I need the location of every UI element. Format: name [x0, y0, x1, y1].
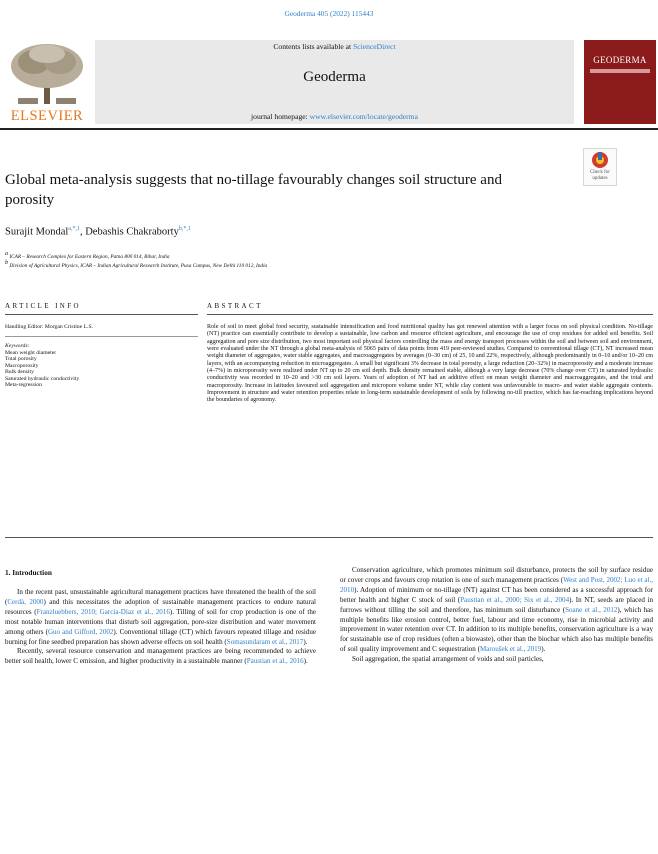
text-run: ). Conventional tillage (CT) which favours repeated tillage and residue burning for fine seedbed preparation has shown adverse effects on soil health (: [5, 627, 316, 646]
right-column: [340, 566, 653, 665]
text-run: ). In NT, seeds are placed in furrows without tilling the soil and therefore, has minimum soil disturbance (: [340, 595, 653, 614]
affiliation-text: ICAR – Research Complex for Eastern Region, Patna 800 014, Bihar, India: [9, 253, 170, 260]
homepage-prefix: journal homepage:: [251, 112, 310, 121]
cover-title: GEODERMA: [593, 55, 647, 65]
contents-prefix: Contents lists available at: [273, 42, 354, 51]
text-run: ).: [303, 657, 308, 666]
author-list: [5, 226, 191, 238]
text-run: ) and this necessitates the adoption of sustainable management practices to endure natural resources (: [5, 597, 316, 616]
citation-link[interactable]: Guo and Gifford, 2002: [47, 627, 114, 636]
citation-link[interactable]: Somasundaram et al., 2017: [226, 637, 304, 646]
text-run: ).: [303, 637, 308, 646]
sciencedirect-link[interactable]: ScienceDirect: [353, 42, 396, 51]
journal-name: Geoderma: [303, 69, 366, 85]
journal-homepage-line: [95, 112, 574, 121]
citation-link[interactable]: Cerdà, 2000: [7, 597, 44, 606]
contents-available-line: [95, 42, 574, 51]
journal-cover-image[interactable]: [584, 40, 656, 124]
author-name[interactable]: Surajit Mondal: [5, 226, 69, 238]
affiliation-a: [5, 251, 170, 260]
elsevier-logo: [4, 40, 90, 124]
keyword-item: Meta-regression: [5, 382, 42, 388]
check-for-updates-label: Check for updates: [590, 170, 610, 181]
keyword-item: Mean weight diameter: [5, 349, 57, 356]
author-name[interactable]: Debashis Chakraborty: [85, 226, 179, 238]
paragraph: Soil aggregation, the spatial arrangement of voids and soil particles,: [352, 655, 544, 664]
citation-link[interactable]: West and Post, 2002; Luo et al., 2010: [340, 575, 653, 594]
keyword-item: Bulk density: [5, 369, 34, 375]
keywords-label: Keywords:: [5, 343, 30, 349]
author-separator: ,: [79, 226, 86, 238]
abstract-divider: [207, 314, 653, 315]
citation-link[interactable]: Soane et al., 2012: [565, 605, 618, 614]
front-matter-divider: [5, 537, 653, 538]
abstract-heading: ABSTRACT: [207, 302, 263, 310]
affiliation-b: [5, 260, 267, 269]
citation-link[interactable]: Maroušek et al., 2019: [479, 645, 542, 654]
handling-editor: Handling Editor: Morgan Cristine L.S.: [5, 324, 94, 330]
masthead-divider: [0, 128, 658, 130]
info-divider: [5, 314, 198, 315]
text-run: ).: [541, 645, 546, 654]
journal-citation-link[interactable]: Geoderma 405 (2022) 115443: [284, 9, 374, 18]
article-title: Global meta-analysis suggests that no-tillage favourably changes soil structure and porosity: [5, 172, 502, 208]
citation-link[interactable]: Paustian et al., 2016: [246, 657, 304, 666]
affiliation-mark: b: [5, 260, 8, 266]
keyword-item: Total porosity: [5, 356, 37, 362]
citation-link[interactable]: Franzluebbers, 2010; García-Díaz et al., 2016: [36, 607, 170, 616]
paragraph: [5, 588, 316, 647]
editor-divider: [5, 336, 198, 337]
section-heading-introduction: 1. Introduction: [5, 568, 52, 577]
author-affiliation-mark[interactable]: a,*,1: [68, 226, 80, 232]
text-run: In the recent past, unsustainable agricultural management practices have threatened the health of the soil (: [5, 588, 316, 606]
text-run: Conservation agriculture, which promotes minimum soil disturbance, protects the soil by surface residue or cover crops and favours crop rotation is one of such management practices (: [340, 566, 653, 584]
abstract-text: Role of soil to meet global food security, sustainable intensification and food nutritional quality has got renewed attention with a larger focus on soil physical condition. No-tillage (NT) practice can essentially contribute to develop a sustainable, low carbon and resource efficient agriculture, and encourage the use of crop residues for added soil benefits. Soil aggregation and pore size distribution, two most important soil physical factors controlling the mass and energy transport processes within the soil and between soil and environment, were evaluated under the NT through a global meta-analysis of 5065 pairs of data points from 419 peer-reviewed studies. Compared to conventional tillage (CT), NT increased mean weight diameter of aggregates, water stable aggregates, and macroaggregates by averages (0–30 cm) of 25, 10 and 22%, respectively, although predominantly in 0–10 and/or 10–20 cm layers, with an accompanying reduction in microaggregates. A small but significant 3% decrease in total porosity, a large reduction (20–32%) in macroporosity and a moderate increase (4–7%) in microporosity were realized under NT up to 20 cm soil depth. Bulk density remained stable, although a very large decrease (70% change over CT) in saturated hydraulic conductivity was recorded in 10–20 and >30 cm soil layers. Years of adoption of NT had an additive effect on mean weight diameter and macroaggregates, and the total and macroporosity. Increase in latitudes favoured soil aggregation and micropore volume under NT, while clay content was unfavourable to macro- and water stable aggregate contents. Improvement in structure and water retention properties relate to long-term sustainable development of soils by following no-till practice, which has far-reaching implications beyond the boundaries of agronomy.: [207, 324, 653, 404]
cover-subtitle-bar: [590, 69, 650, 73]
keyword-item: Macroporosity: [5, 362, 39, 369]
citation-link[interactable]: Paustian et al., 2000; Six et al., 2004: [460, 595, 570, 604]
article-info-heading: ARTICLE INFO: [5, 302, 82, 310]
text-run: ). Adoption of minimum or no-tillage (NT) against CT has been considered as a successful approach for better health and higher C stock of soil (: [340, 585, 653, 604]
author-affiliation-mark[interactable]: b,*,1: [178, 226, 191, 232]
text-run: ). Tilling of soil for crop production is one of the most notable human interventions that disturb soil aggregation, pore-size distribution and water movement among others (: [5, 607, 317, 636]
publisher-wordmark: ELSEVIER: [10, 108, 84, 124]
keyword-item: Saturated hydraulic conductivity: [5, 375, 80, 382]
journal-homepage-link[interactable]: www.elsevier.com/locate/geoderma: [309, 112, 418, 121]
affiliation-mark: a: [5, 251, 8, 257]
crossmark-icon: [584, 149, 616, 171]
left-column: [5, 588, 316, 667]
paragraph: [5, 647, 316, 667]
text-run: ), which has multiple benefits like erosion control, better fuel, labour and time economy, rise in microbial activity and improvement in water retention over CT. In addition to its multiple benefits, conservation agriculture is a way for sustainable use of crop residues (often a biowaste), other than the biochar which also has multiple benefits of soil quality improvement and C sequestration (: [340, 605, 654, 654]
paragraph: [340, 566, 653, 655]
affiliation-text: Division of Agricultural Physics, ICAR – Indian Agricultural Research Institute, Pusa Campus, New Delhi 110 012, India: [9, 262, 268, 269]
text-run: Recently, several resource conservation and management practices are being recommended to achieve better soil health, lower C emission, and higher productivity in a sustainable manner (: [5, 647, 316, 666]
keywords-block: [5, 343, 195, 389]
